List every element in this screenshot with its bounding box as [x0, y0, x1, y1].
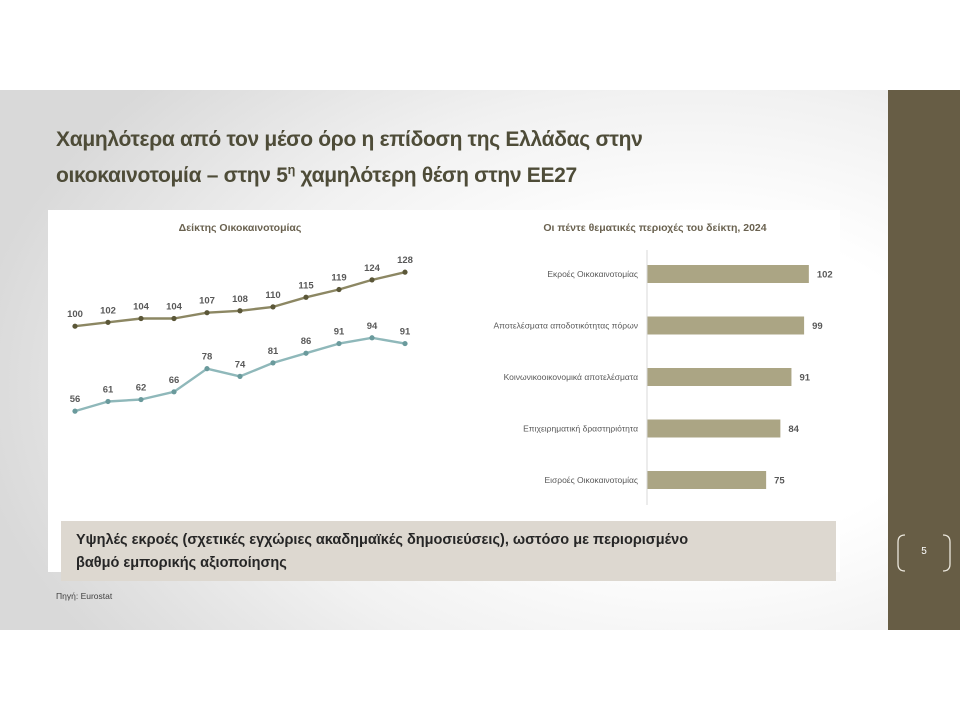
series-2-data-label: 62: [135, 382, 147, 394]
category-label: Επιχειρηματική δραστηριότητα: [523, 423, 638, 434]
series-2-data-label: 91: [399, 326, 411, 338]
callout-line-2: βαθμό εμπορικής αξιοποίησης: [76, 555, 287, 571]
line-chart-title: Δείκτης Οικοκαινοτομίας: [178, 222, 302, 234]
series-1-point: [72, 324, 77, 329]
series-1-point: [336, 287, 341, 292]
series-2-point: [303, 351, 308, 356]
series-2-data-label: 61: [102, 384, 114, 396]
series-2-point: [138, 397, 143, 402]
bar-value-label: 75: [774, 475, 785, 487]
series-2-point: [237, 374, 242, 379]
series-1-data-label: 108: [232, 293, 248, 305]
page-number: 5: [921, 546, 927, 557]
series-1-point: [270, 304, 275, 309]
series-2-data-label: 81: [267, 345, 279, 357]
series-1-data-label: 124: [364, 262, 380, 274]
series-2-data-label: 56: [69, 394, 81, 406]
category-label: Εισροές Οικοκαινοτομίας: [544, 475, 638, 485]
bar: [648, 317, 805, 335]
series-1-data-label: 104: [133, 301, 149, 313]
title-superscript: η: [287, 162, 296, 177]
series-2-data-label: 78: [201, 351, 213, 363]
bar-chart-title: Οι πέντε θεματικές περιοχές του δείκτη, 2024: [543, 222, 767, 234]
series-1-point: [402, 270, 407, 275]
category-label: Κοινωνικοοικονομικά αποτελέσματα: [503, 372, 638, 382]
series-2-data-label: 86: [300, 336, 312, 348]
series-1-data-label: 100: [67, 309, 83, 321]
series-2-point: [72, 409, 77, 414]
series-2-data-label: 66: [168, 374, 180, 386]
title-line-1: Χαμηλότερα από τον μέσο όρο η επίδοση της Ελλάδας στην: [56, 128, 643, 151]
bar-value-label: 84: [788, 424, 799, 435]
slide-title: [56, 122, 643, 194]
series-1-data-label: 110: [265, 289, 281, 301]
series-2-point: [369, 335, 374, 340]
title-line-2-start: οικοκαινοτομία – στην 5: [56, 164, 288, 187]
bar-value-label: 99: [812, 321, 823, 332]
series-1-data-label: 102: [100, 305, 116, 317]
bar-value-label: 91: [799, 372, 811, 384]
series-2-data-label: 91: [333, 326, 345, 338]
title-line-2-end: χαμηλότερη θέση στην ΕΕ27: [295, 164, 577, 187]
series-1-data-label: 104: [166, 301, 182, 313]
series-2-point: [402, 341, 407, 346]
series-2-data-label: 94: [366, 320, 378, 332]
bar: [648, 420, 781, 438]
title-line-2: [56, 158, 643, 194]
series-1-data-label: 115: [298, 280, 314, 292]
series-1-point: [237, 308, 242, 313]
line-chart: [48, 210, 448, 460]
bar: [648, 265, 809, 283]
series-2-point: [336, 341, 341, 346]
callout-box: [61, 521, 836, 581]
bar: [648, 471, 767, 489]
source-note: Πηγή: Eurostat: [56, 591, 113, 601]
bar-value-label: 102: [816, 269, 833, 281]
series-2-point: [270, 360, 275, 365]
series-2-point: [105, 399, 110, 404]
series-1-point: [369, 277, 374, 282]
bar: [648, 368, 792, 386]
callout-line-1: Υψηλές εκροές (σχετικές εγχώριες ακαδημαϊκές δημοσιεύσεις), ωστόσο με περιορισμένο: [76, 532, 689, 548]
series-1-data-label: 107: [199, 295, 215, 307]
series-1-point: [105, 320, 110, 325]
series-1-point: [204, 310, 209, 315]
series-2-point: [171, 389, 176, 394]
series-1-point: [303, 295, 308, 300]
category-label: Αποτελέσματα αποδοτικότητας πόρων: [493, 320, 638, 331]
series-1-point: [138, 316, 143, 321]
series-1-data-label: 128: [397, 255, 413, 267]
category-label: Εκροές Οικοκαινοτομίας: [547, 269, 638, 279]
bar-chart: [440, 240, 840, 510]
series-2-data-label: 74: [234, 359, 246, 371]
series-1-point: [171, 316, 176, 321]
series-1-data-label: 119: [331, 272, 347, 284]
series-2-point: [204, 366, 209, 371]
